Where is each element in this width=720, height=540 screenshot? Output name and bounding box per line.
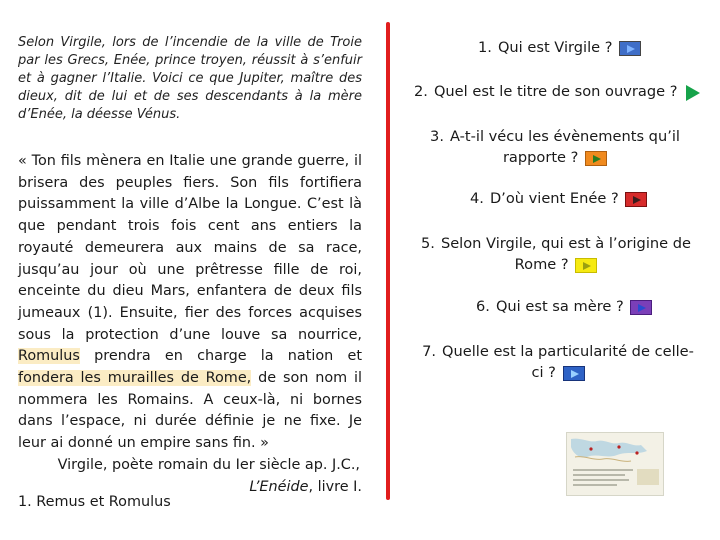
play-icon bbox=[686, 85, 700, 101]
source-text-column bbox=[18, 34, 362, 498]
question-text-line-2: rapporte ? bbox=[502, 149, 579, 166]
highlight-walls-of-rome: fondera les murailles de Rome, bbox=[18, 370, 252, 387]
question-7 bbox=[410, 341, 706, 383]
play-icon bbox=[571, 370, 579, 378]
question-number: 5. bbox=[421, 235, 435, 252]
intro-text: Selon Virgile, lors de l’incendie de la ville de Troie par les Grecs, Enée, prince troyen, réussit à s’enfuir et à gagner l’Italie. Voici ce que Jupiter, maître des dieux, dit de lui et de ses descendants à la mère d’Enée, la déesse Vénus. bbox=[18, 35, 362, 122]
map-thumbnail[interactable] bbox=[566, 432, 664, 496]
question-6-play-button[interactable] bbox=[630, 300, 652, 315]
question-text-line-1: Selon Virgile, qui est à l’origine de bbox=[440, 235, 691, 252]
question-number: 7. bbox=[422, 343, 437, 360]
question-2-play-button[interactable] bbox=[684, 85, 706, 100]
question-3 bbox=[410, 126, 700, 168]
red-divider-line bbox=[386, 22, 390, 500]
quote-part-2: prendra en charge la nation et bbox=[79, 348, 362, 365]
question-2 bbox=[414, 81, 718, 102]
question-7-play-button[interactable] bbox=[563, 366, 585, 381]
virgil-quote bbox=[18, 151, 362, 455]
question-text: Quel est le titre de son ouvrage ? bbox=[433, 83, 678, 100]
question-text: Qui est sa mère ? bbox=[495, 298, 624, 315]
work-title: L’Enéide bbox=[249, 478, 309, 495]
play-icon bbox=[638, 304, 646, 312]
highlight-romulus: Romulus bbox=[18, 348, 80, 365]
question-4-play-button[interactable] bbox=[625, 192, 647, 207]
question-4 bbox=[470, 188, 670, 209]
book-number: , livre I. bbox=[308, 478, 362, 495]
quote-part-3: de son nom il nommera les Romains. A ceux-là, ni bornes dans l’espace, ni durée définie je ne fixe. Je leur ai donné un empire sans fin. » bbox=[18, 370, 362, 452]
question-number: 1. bbox=[478, 39, 492, 56]
attribution-author: Virgile, poète romain du Ier siècle ap. J.C., bbox=[57, 456, 360, 473]
question-number: 6. bbox=[476, 298, 490, 315]
question-3-play-button[interactable] bbox=[585, 151, 607, 166]
question-text: D’où vient Enée ? bbox=[489, 190, 619, 207]
question-text-line-1: A-t-il vécu les évènements qu’il bbox=[449, 128, 680, 145]
quote-part-1: « Ton fils mènera en Italie une grande guerre, il brisera des peuples fiers. Son fils fortifiera puissamment la ville d’Albe la Longue. C’est là que pendant trois fois cent ans entiers la royauté demeurera aux mains de sa race, jusqu’au jour où une prêtresse fille de roi, enceinte du dieu Mars, enfantera de deux fils jumeaux (1). Ensuite, fier des forces acquises sous la protection d’une louve sa nourrice, bbox=[18, 153, 362, 343]
play-icon bbox=[627, 45, 635, 53]
play-icon bbox=[593, 155, 601, 163]
footnote: 1. Remus et Romulus bbox=[18, 494, 171, 510]
question-1 bbox=[478, 37, 668, 58]
question-number: 2. bbox=[414, 83, 428, 100]
question-1-play-button[interactable] bbox=[619, 41, 641, 56]
question-text-line-2: Rome ? bbox=[514, 256, 569, 273]
play-icon bbox=[583, 262, 591, 270]
question-text: Qui est Virgile ? bbox=[497, 39, 613, 56]
map-illustration bbox=[567, 433, 664, 496]
question-number: 3. bbox=[430, 128, 444, 145]
question-text-line-2: ci ? bbox=[531, 364, 556, 381]
play-icon bbox=[633, 196, 641, 204]
question-number: 4. bbox=[470, 190, 484, 207]
question-5 bbox=[408, 233, 704, 275]
question-text-line-1: Quelle est la particularité de celle- bbox=[442, 343, 694, 360]
question-6 bbox=[476, 296, 676, 317]
question-5-play-button[interactable] bbox=[575, 258, 597, 273]
